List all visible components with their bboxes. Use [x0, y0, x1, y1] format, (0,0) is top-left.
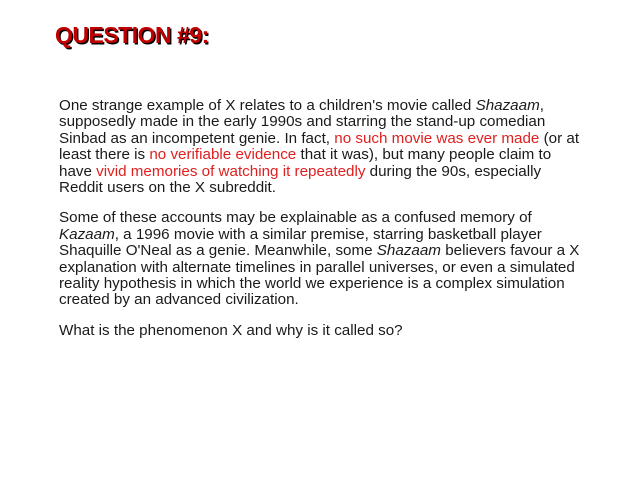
highlight-no-such-movie: no such movie was ever made — [334, 129, 540, 147]
text-run: (or at least there is — [59, 129, 580, 164]
paragraph-kazaam-explanation — [59, 210, 583, 308]
text-run: Some of these accounts may be explainable as a confused memory of — [59, 209, 532, 227]
movie-title-shazaam: Shazaam — [475, 97, 540, 114]
text-run: , a 1996 movie with a similar premise, starring basketball player Shaquille O'Neal as a genie. Meanwhile, some — [59, 225, 542, 260]
highlight-vivid-memories: vivid memories of watching it repeatedly — [96, 162, 366, 180]
highlight-no-verifiable-evidence: no verifiable evidence — [149, 146, 297, 164]
text-run: during the 90s, especially Reddit users on the X subreddit. — [59, 162, 542, 197]
question-title: QUESTION #9: — [55, 22, 209, 48]
text-run: believers favour a X explanation with alternate timelines in parallel universes, or even a simulated reality hypothesis in which the world we experience is a complex simulation created by an advanced civilization. — [59, 242, 580, 309]
paragraph-shazaam-story — [59, 98, 583, 196]
movie-title-kazaam: Kazaam — [59, 225, 115, 243]
movie-title-shazaam: Shazaam — [376, 242, 441, 260]
paragraph-question — [59, 323, 583, 339]
question-body — [59, 98, 583, 353]
text-run: , supposedly made in the early 1990s and starring the stand-up comedian Sinbad as an incompetent genie. In fact, — [59, 97, 546, 147]
text-run: that it was), but many people claim to have — [59, 146, 552, 180]
text-run: One strange example of X relates to a children's movie called — [59, 97, 476, 114]
question-text: What is the phenomenon X and why is it called so? — [59, 321, 403, 339]
